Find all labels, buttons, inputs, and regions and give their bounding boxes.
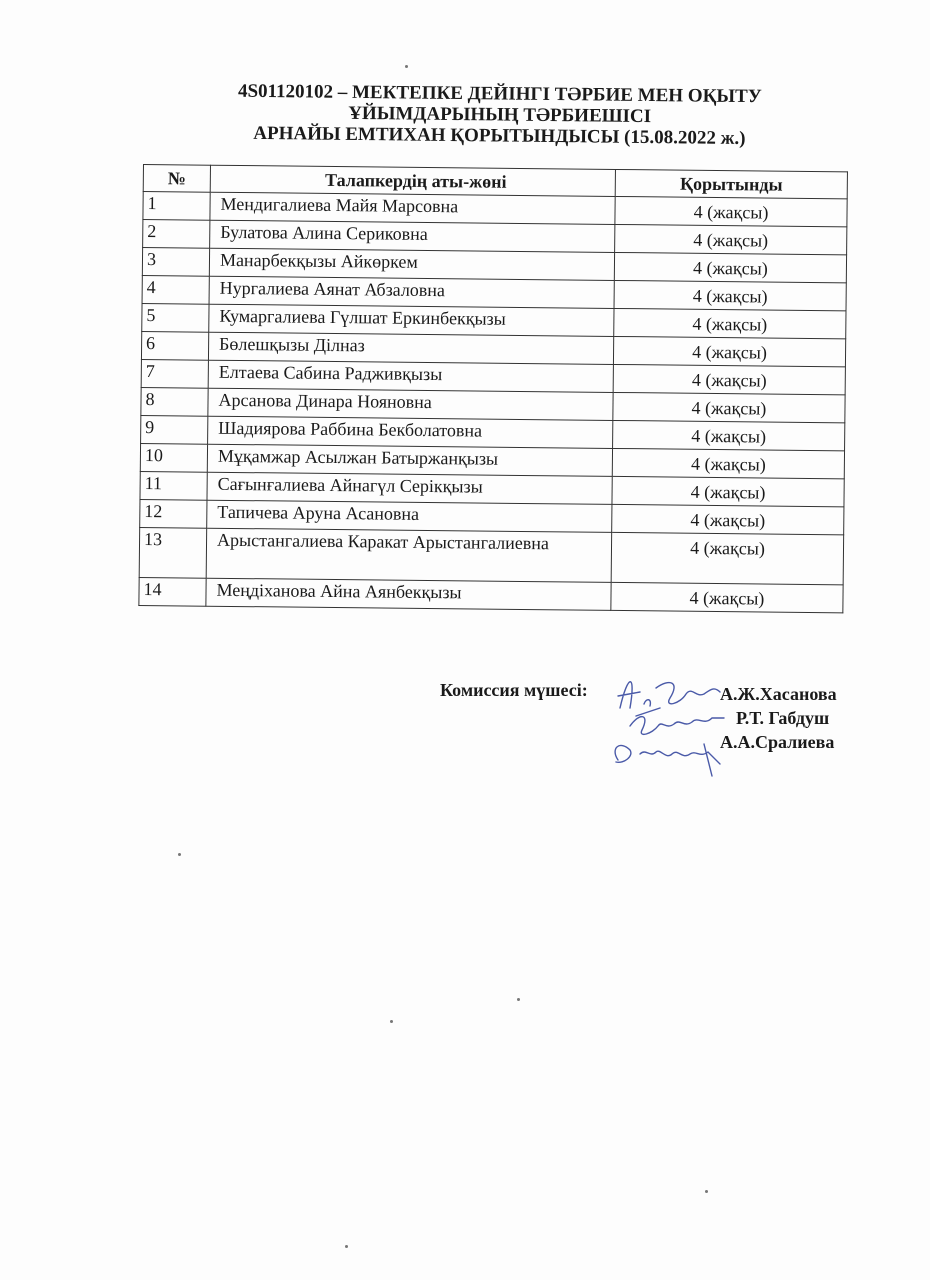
row-number: 11 bbox=[140, 471, 207, 500]
row-number: 10 bbox=[140, 443, 207, 472]
row-candidate-name: Манарбекқызы Айкөркем bbox=[209, 248, 614, 280]
row-result: 4 (жақсы) bbox=[615, 196, 847, 226]
row-result: 4 (жақсы) bbox=[611, 582, 843, 612]
row-result: 4 (жақсы) bbox=[613, 336, 845, 366]
row-number: 7 bbox=[141, 359, 208, 388]
results-table bbox=[138, 164, 848, 613]
row-candidate-name: Меңдіханова Айна Аянбекқызы bbox=[206, 578, 611, 610]
row-number: 4 bbox=[142, 275, 209, 304]
row-result: 4 (жақсы) bbox=[613, 420, 845, 450]
row-result: 4 (жақсы) bbox=[613, 392, 845, 422]
row-result: 4 (жақсы) bbox=[612, 504, 844, 534]
document-title bbox=[169, 80, 830, 150]
scan-speck bbox=[345, 1245, 348, 1248]
row-candidate-name: Арсанова Динара Нояновна bbox=[208, 388, 613, 420]
title-line-2: ҰЙЫМДАРЫНЫҢ ТӘРБИЕШІСІ bbox=[348, 102, 652, 128]
table-row bbox=[139, 527, 843, 584]
row-candidate-name: Мұқамжар Асылжан Батыржанқызы bbox=[207, 444, 612, 476]
row-number: 3 bbox=[142, 248, 209, 277]
title-line-3: АРНАЙЫ ЕМТИХАН ҚОРЫТЫНДЫСЫ (15.08.2022 ж.) bbox=[253, 122, 746, 150]
row-result: 4 (жақсы) bbox=[612, 448, 844, 478]
header-result: Қорытынды bbox=[615, 169, 847, 198]
row-candidate-name: Мендигалиева Майя Марсовна bbox=[210, 192, 615, 224]
header-name: Талапкердің аты-жөні bbox=[210, 165, 615, 196]
row-number: 6 bbox=[141, 331, 208, 360]
scan-speck bbox=[517, 998, 520, 1001]
row-number: 8 bbox=[141, 387, 208, 416]
header-number: № bbox=[143, 165, 210, 193]
row-number: 1 bbox=[143, 192, 210, 221]
row-number: 14 bbox=[139, 577, 206, 606]
table-body bbox=[139, 192, 847, 613]
row-candidate-name: Арыстангалиева Каракат Арыстангалиевна bbox=[206, 528, 612, 582]
signature-block bbox=[440, 680, 860, 780]
title-line-1: 4S01120102 – МЕКТЕПКЕ ДЕЙІНГІ ТӘРБИЕ МЕН ОҚЫТУ bbox=[237, 80, 762, 108]
row-candidate-name: Сағынғалиева Айнагүл Серікқызы bbox=[207, 472, 612, 504]
row-candidate-name: Елтаева Сабина Радживқызы bbox=[208, 360, 613, 392]
row-candidate-name: Нургалиева Аянат Абзаловна bbox=[209, 276, 614, 308]
row-result: 4 (жақсы) bbox=[614, 308, 846, 338]
row-candidate-name: Кумаргалиева Гүлшат Еркинбекқызы bbox=[209, 304, 614, 336]
row-result: 4 (жақсы) bbox=[614, 252, 846, 282]
commission-label: Комиссия мүшесі: bbox=[440, 680, 588, 700]
row-result: 4 (жақсы) bbox=[614, 280, 846, 310]
row-result: 4 (жақсы) bbox=[611, 532, 844, 584]
row-number: 2 bbox=[143, 220, 210, 249]
scan-speck bbox=[178, 853, 181, 856]
row-number: 9 bbox=[141, 415, 208, 444]
row-candidate-name: Булатова Алина Сериковна bbox=[210, 220, 615, 252]
row-candidate-name: Тапичева Аруна Асановна bbox=[207, 500, 612, 532]
row-number: 13 bbox=[139, 527, 207, 578]
row-number: 12 bbox=[140, 499, 207, 528]
scan-speck bbox=[405, 65, 408, 68]
table-row bbox=[139, 577, 843, 612]
scan-speck bbox=[705, 1190, 708, 1193]
commission-member-2: Р.Т. Габдуш bbox=[736, 708, 830, 728]
scan-speck bbox=[390, 1020, 393, 1023]
row-number: 5 bbox=[142, 303, 209, 332]
commission-member-1: А.Ж.Хасанова bbox=[720, 684, 837, 704]
row-candidate-name: Бөлешқызы Ділназ bbox=[208, 332, 613, 364]
row-result: 4 (жақсы) bbox=[615, 224, 847, 254]
row-candidate-name: Шадиярова Раббина Бекболатовна bbox=[208, 416, 613, 448]
commission-member-3: А.А.Сралиева bbox=[720, 732, 835, 752]
row-result: 4 (жақсы) bbox=[613, 364, 845, 394]
row-result: 4 (жақсы) bbox=[612, 476, 844, 506]
